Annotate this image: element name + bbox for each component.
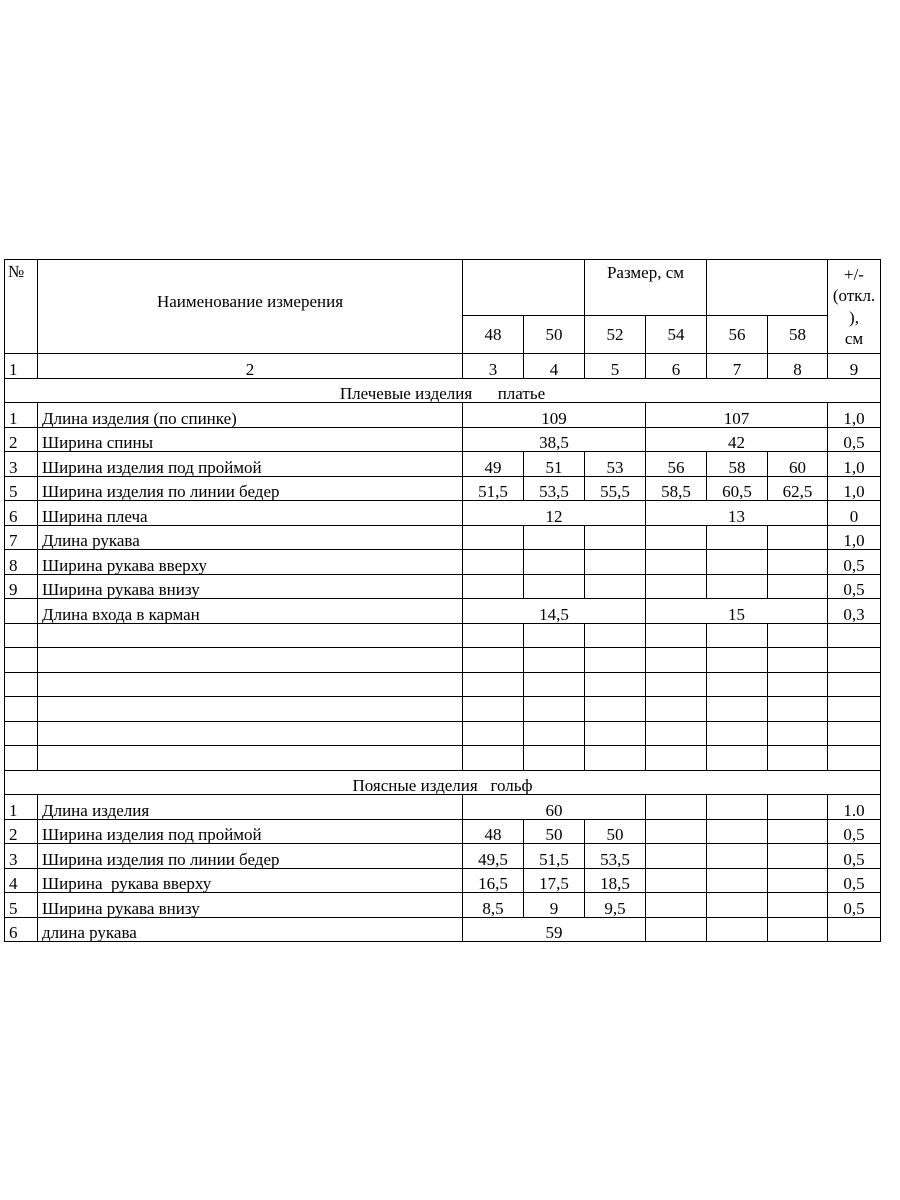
empty-row [5,623,881,648]
deviation-cell [828,917,881,942]
empty-row [5,721,881,746]
value-cell: 58 [707,452,768,477]
empty-row [5,672,881,697]
table-row [5,501,881,526]
row-number [5,599,38,624]
value-cell: 62,5 [768,476,828,501]
value-cell: 8,5 [463,893,524,918]
size-52: 52 [585,316,646,354]
deviation-cell: 0,5 [828,844,881,869]
empty-row [5,648,881,673]
row-name: длина рукава [38,917,463,942]
deviation-cell: 0,5 [828,868,881,893]
section-title: Поясные изделия гольф [5,770,881,795]
section-title: Плечевые изделия платье [5,378,881,403]
row-name: Длина входа в карман [38,599,463,624]
row-number: 1 [5,403,38,428]
value-cell: 53,5 [585,844,646,869]
row-number: 1 [5,795,38,820]
size-50: 50 [524,316,585,354]
row-name: Ширина спины [38,427,463,452]
size-58: 58 [768,316,828,354]
row-name: Ширина рукава внизу [38,893,463,918]
value-cell: 50 [524,819,585,844]
row-number: 6 [5,917,38,942]
row-name: Ширина рукава внизу [38,574,463,599]
value-cell: 51,5 [463,476,524,501]
table-row [5,550,881,575]
measurement-table [4,259,881,942]
name-header: Наименование измерения [38,260,463,354]
value-cell: 58,5 [646,476,707,501]
deviation-cell: 1,0 [828,476,881,501]
deviation-cell: 0 [828,501,881,526]
value-cell: 56 [646,452,707,477]
row-number: 3 [5,452,38,477]
row-name: Ширина рукава вверху [38,550,463,575]
row-number: 9 [5,574,38,599]
deviation-cell: 1.0 [828,795,881,820]
empty-row [5,697,881,722]
table-row [5,819,881,844]
row-number: 2 [5,819,38,844]
value-cell: 50 [585,819,646,844]
col-num: 4 [524,354,585,379]
col-num: 3 [463,354,524,379]
value-cell: 18,5 [585,868,646,893]
value-cell: 51,5 [524,844,585,869]
table-row [5,599,881,624]
row-name: Длина изделия [38,795,463,820]
col-num: 5 [585,354,646,379]
deviation-cell: 0,5 [828,819,881,844]
deviation-cell: 0,5 [828,550,881,575]
value-cell: 55,5 [585,476,646,501]
value-cell: 9 [524,893,585,918]
col-num: 6 [646,354,707,379]
size-header-blank-left [463,260,585,316]
deviation-cell: 1,0 [828,452,881,477]
row-name: Длина рукава [38,525,463,550]
row-number: 3 [5,844,38,869]
row-name: Ширина изделия по линии бедер [38,844,463,869]
value-cell: 53,5 [524,476,585,501]
col-num: 9 [828,354,881,379]
deviation-cell: 1,0 [828,525,881,550]
deviation-cell: 0,3 [828,599,881,624]
row-name: Ширина изделия под проймой [38,819,463,844]
row-number: 5 [5,893,38,918]
value-cell: 49 [463,452,524,477]
empty-row [5,746,881,771]
value-cell: 60 [463,795,646,820]
row-number: 8 [5,550,38,575]
deviation-cell: 1,0 [828,403,881,428]
value-cell: 109 [463,403,646,428]
table-row [5,795,881,820]
value-cell: 59 [463,917,646,942]
deviation-cell: 0,5 [828,427,881,452]
deviation-cell: 0,5 [828,574,881,599]
table-row [5,452,881,477]
table-row [5,574,881,599]
size-48: 48 [463,316,524,354]
value-cell: 9,5 [585,893,646,918]
row-number: 7 [5,525,38,550]
size-56: 56 [707,316,768,354]
row-name: Ширина рукава вверху [38,868,463,893]
deviation-cell: 0,5 [828,893,881,918]
table-row [5,844,881,869]
value-cell: 49,5 [463,844,524,869]
table-row [5,525,881,550]
row-number: 2 [5,427,38,452]
row-number: 6 [5,501,38,526]
col-num: 2 [38,354,463,379]
table-row [5,917,881,942]
row-name: Ширина плеча [38,501,463,526]
value-cell: 14,5 [463,599,646,624]
value-cell: 16,5 [463,868,524,893]
col-num: 7 [707,354,768,379]
row-number: 4 [5,868,38,893]
value-cell: 13 [646,501,828,526]
value-cell: 38,5 [463,427,646,452]
value-cell: 42 [646,427,828,452]
table-row [5,868,881,893]
table-row [5,427,881,452]
table-row [5,403,881,428]
row-number: 5 [5,476,38,501]
row-name: Ширина изделия под проймой [38,452,463,477]
table-row [5,476,881,501]
value-cell: 12 [463,501,646,526]
value-cell: 107 [646,403,828,428]
col-num: 8 [768,354,828,379]
value-cell: 48 [463,819,524,844]
size-header: Размер, см [585,260,707,316]
number-header: № [5,260,38,354]
table-row [5,893,881,918]
row-name: Длина изделия (по спинке) [38,403,463,428]
deviation-header: +/- (откл. ), см [828,260,881,354]
value-cell: 60,5 [707,476,768,501]
size-54: 54 [646,316,707,354]
value-cell: 15 [646,599,828,624]
col-num: 1 [5,354,38,379]
value-cell: 60 [768,452,828,477]
column-number-row [5,354,881,379]
value-cell: 53 [585,452,646,477]
size-header-blank-right [707,260,828,316]
value-cell: 17,5 [524,868,585,893]
value-cell: 51 [524,452,585,477]
row-name: Ширина изделия по линии бедер [38,476,463,501]
